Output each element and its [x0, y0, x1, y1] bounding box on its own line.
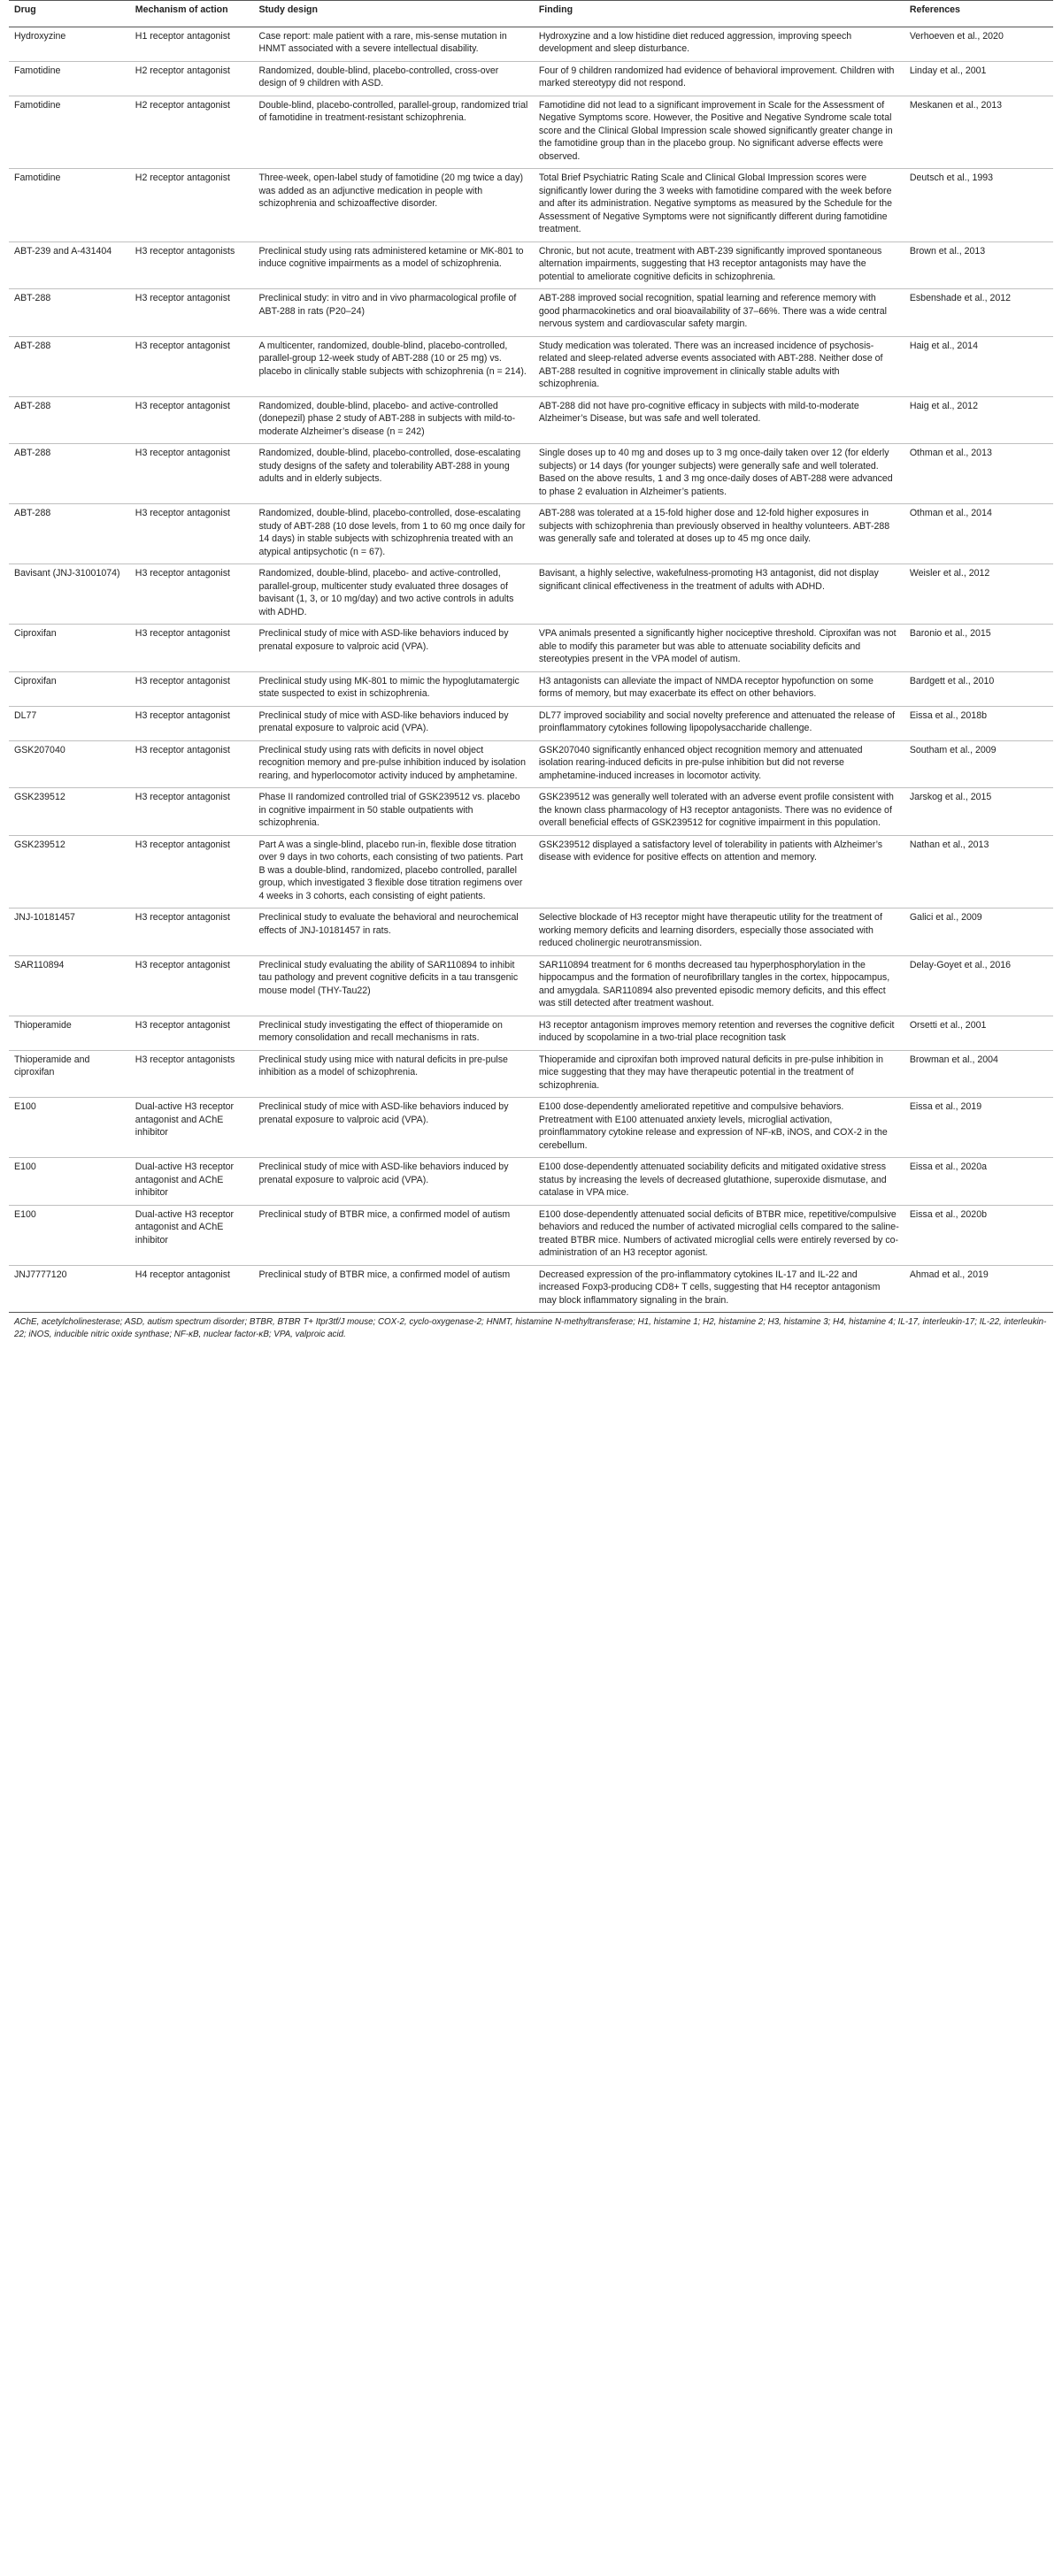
table-row — [9, 835, 1053, 908]
table-row — [9, 564, 1053, 625]
cell-drug: JNJ7777120 — [9, 1265, 130, 1313]
cell-finding: Selective blockade of H3 receptor might have therapeutic utility for the treatment of working memory deficits and learning disorders, especially those associated with reduced cholinergic neurotransmission. — [534, 908, 904, 956]
cell-reference: Verhoeven et al., 2020 — [909, 30, 1004, 42]
table-row — [9, 444, 1053, 504]
cell-mechanism: H4 receptor antagonist — [130, 1265, 254, 1313]
cell-mechanism: H3 receptor antagonist — [130, 336, 254, 396]
cell-finding: H3 receptor antagonism improves memory retention and reverses the cognitive deficit induced by scopolamine in a two-trial place recognition task — [534, 1016, 904, 1050]
cell-reference: Orsetti et al., 2001 — [904, 1016, 1053, 1050]
cell-drug: DL77 — [9, 706, 130, 740]
cell-finding: DL77 improved sociability and social novelty preference and attenuated the release of proinflammatory cytokines following lipopolysaccharide challenge. — [534, 706, 904, 740]
header-design: Study design — [253, 1, 533, 27]
cell-mechanism: H2 receptor antagonist — [130, 169, 254, 242]
cell-drug: GSK239512 — [9, 835, 130, 908]
cell-reference: Linday et al., 2001 — [904, 61, 1053, 96]
cell-study-design: Randomized, double-blind, placebo-controlled, dose-escalating study of ABT-288 (10 dose levels, from 1 to 60 mg once daily for 14 days) in stable subjects with schizophrenia treated with an atypical antipsychotic (n = 67). — [253, 504, 533, 564]
cell-drug: SAR110894 — [9, 955, 130, 1016]
table-footnote: AChE, acetylcholinesterase; ASD, autism spectrum disorder; BTBR, BTBR T+ Itpr3tf/J mouse; COX-2, cyclo-oxygenase-2; HNMT, histamine N-methyltransferase; H1, histamine 1; H2, histamine 2; H3, histamine 3; H4, histamine 4; IL-17, interleukin-17; IL-22, interleukin-22; iNOS, inducible nitric oxide synthase; NF-κB, nuclear factor-κB; VPA, valproic acid. — [14, 1317, 1047, 1339]
table-row — [9, 625, 1053, 672]
cell-finding: Total Brief Psychiatric Rating Scale and Clinical Global Impression scores were significantly lower during the 3 weeks with famotidine compared with the week before and after its administration. Negative symptoms as measured by the Schedule for the Assessment of Negative Symptoms were not significantly different during famotidine treatment. — [534, 169, 904, 242]
cell-finding: Four of 9 children randomized had evidence of behavioral improvement. Children with marked stereotypy did not respond. — [534, 61, 904, 96]
cell-mechanism: H3 receptor antagonist — [130, 706, 254, 740]
cell-study-design: Randomized, double-blind, placebo-controlled, dose-escalating study designs of the safety and tolerability ABT-288 in young adults and in elderly subjects. — [253, 444, 533, 504]
cell-mechanism: H3 receptor antagonist — [130, 740, 254, 788]
table-row — [9, 1265, 1053, 1313]
cell-drug: Thioperamide — [9, 1016, 130, 1050]
cell-drug: ABT-288 — [9, 396, 130, 444]
header-finding: Finding — [534, 1, 904, 27]
cell-finding: Decreased expression of the pro-inflammatory cytokines IL-17 and IL-22 and increased Foxp3-producing CD8+ T cells, suggesting that H4 receptor antagonism may block inflammatory signaling in the brain. — [534, 1265, 904, 1313]
cell-drug: Bavisant (JNJ-31001074) — [9, 564, 130, 625]
cell-mechanism: H3 receptor antagonist — [130, 671, 254, 706]
cell-reference: Baronio et al., 2015 — [904, 625, 1053, 672]
cell-mechanism: H3 receptor antagonist — [130, 788, 254, 836]
cell-finding: Famotidine did not lead to a significant improvement in Scale for the Assessment of Negative Symptoms score. However, the Positive and Negative Syndrome scale total score and the Clinical Global Impression scale showed significantly greater change in the famotidine group than in the placebo group. No significant adverse effects were observed. — [534, 96, 904, 169]
table-row — [9, 1050, 1053, 1098]
cell-finding: Thioperamide and ciproxifan both improved natural deficits in pre-pulse inhibition in mice suggesting that they may have therapeutic potential in the treatment of schizophrenia. — [534, 1050, 904, 1098]
cell-drug: Famotidine — [9, 169, 130, 242]
cell-study-design: Part A was a single-blind, placebo run-in, flexible dose titration over 9 days in two cohorts, each consisting of two patients. Part B was a double-blind, randomized, placebo controlled, parallel group, which investigated 3 flexible dose titration regimens over 4 weeks in 3 cohorts, each consisting of eight patients. — [253, 835, 533, 908]
table-row — [9, 955, 1053, 1016]
cell-study-design: Preclinical study using rats with deficits in novel object recognition memory and pre-pulse inhibition induced by isolation rearing, and hyperlocomotor activity induced by amphetamine. — [253, 740, 533, 788]
header-drug: Drug — [9, 1, 130, 27]
cell-study-design: Preclinical study investigating the effect of thioperamide on memory consolidation and recall mechanisms in rats. — [253, 1016, 533, 1050]
cell-reference: Bardgett et al., 2010 — [904, 671, 1053, 706]
cell-study-design: Preclinical study to evaluate the behavioral and neurochemical effects of JNJ-10181457 in rats. — [253, 908, 533, 956]
table-row — [9, 27, 1053, 61]
cell-drug: ABT-288 — [9, 289, 130, 337]
cell-finding: E100 dose-dependently attenuated sociability deficits and mitigated oxidative stress status by increasing the levels of decreased glutathione, superoxide dismutase, and catalase in VPA mice. — [534, 1158, 904, 1206]
cell-drug: GSK239512 — [9, 788, 130, 836]
cell-reference: Haig et al., 2012 — [904, 396, 1053, 444]
table-row — [9, 706, 1053, 740]
cell-finding: GSK239512 was generally well tolerated with an adverse event profile consistent with the known class pharmacology of H3 receptor antagonists. There was no evidence of overall beneficial effects of GSK239512 for cognitive impairment in this population. — [534, 788, 904, 836]
cell-reference: Eissa et al., 2019 — [904, 1098, 1053, 1158]
cell-drug: ABT-239 and A-431404 — [9, 242, 130, 289]
cell-study-design: A multicenter, randomized, double-blind, placebo-controlled, parallel-group 12-week study of ABT-288 (10 or 25 mg) vs. placebo in clinically stable subjects with schizophrenia (n = 214). — [253, 336, 533, 396]
cell-mechanism: H3 receptor antagonist — [130, 289, 254, 337]
table-row — [9, 289, 1053, 337]
cell-drug: ABT-288 — [9, 336, 130, 396]
cell-study-design: Case report: male patient with a rare, mis-sense mutation in HNMT associated with a severe intellectual disability. — [258, 30, 507, 54]
cell-reference: Othman et al., 2014 — [904, 504, 1053, 564]
header-row — [9, 1, 1053, 27]
cell-reference: Eissa et al., 2020a — [904, 1158, 1053, 1206]
cell-study-design: Preclinical study evaluating the ability of SAR110894 to inhibit tau pathology and prevent cognitive deficits in a tau transgenic mouse model (THY-Tau22) — [253, 955, 533, 1016]
table-row — [9, 1016, 1053, 1050]
cell-reference: Brown et al., 2013 — [904, 242, 1053, 289]
table-row — [9, 1098, 1053, 1158]
cell-mechanism: H3 receptor antagonist — [130, 444, 254, 504]
table-row — [9, 671, 1053, 706]
cell-study-design: Preclinical study: in vitro and in vivo pharmacological profile of ABT-288 in rats (P20–24) — [253, 289, 533, 337]
cell-finding: Single doses up to 40 mg and doses up to 3 mg once-daily taken over 12 (for elderly subjects) or 14 days (for younger subjects) were generally safe and well tolerated. Based on the above results, 1 and 3 mg once-daily doses of ABT-288 were advanced to phase 2 evaluation in Alzheimer’s patients. — [534, 444, 904, 504]
cell-reference: Southam et al., 2009 — [904, 740, 1053, 788]
table-row — [9, 96, 1053, 169]
cell-drug: JNJ-10181457 — [9, 908, 130, 956]
cell-study-design: Randomized, double-blind, placebo- and active-controlled (donepezil) phase 2 study of ABT-288 in subjects with mild-to-moderate Alzheimer’s disease (n = 242) — [253, 396, 533, 444]
cell-finding: E100 dose-dependently attenuated social deficits of BTBR mice, repetitive/compulsive behaviors and reduced the number of activated microglial cells compared to the saline-treated BTBR mice. Numbers of activated microglial cells were entirely reversed by co-administration of an H3 receptor agonist. — [534, 1205, 904, 1265]
cell-drug: E100 — [9, 1098, 130, 1158]
cell-drug: Famotidine — [9, 61, 130, 96]
cell-reference: Haig et al., 2014 — [904, 336, 1053, 396]
cell-study-design: Preclinical study using MK-801 to mimic the hypoglutamatergic state suspected to exist in schizophrenia. — [253, 671, 533, 706]
cell-reference: Eissa et al., 2018b — [904, 706, 1053, 740]
cell-drug: Ciproxifan — [9, 671, 130, 706]
cell-study-design: Preclinical study of BTBR mice, a confirmed model of autism — [253, 1265, 533, 1313]
cell-mechanism: H3 receptor antagonist — [130, 625, 254, 672]
cell-study-design: Phase II randomized controlled trial of GSK239512 vs. placebo in cognitive impairment in 50 stable outpatients with schizophrenia. — [253, 788, 533, 836]
document — [9, 0, 1053, 1345]
cell-drug: E100 — [9, 1158, 130, 1206]
table-row — [9, 396, 1053, 444]
table-row — [9, 61, 1053, 96]
cell-reference: Esbenshade et al., 2012 — [904, 289, 1053, 337]
cell-reference: Deutsch et al., 1993 — [904, 169, 1053, 242]
cell-drug: Ciproxifan — [9, 625, 130, 672]
cell-drug: Hydroxyzine — [14, 30, 66, 42]
cell-drug: ABT-288 — [9, 504, 130, 564]
cell-finding: H3 antagonists can alleviate the impact of NMDA receptor hypofunction on some forms of memory, but may exacerbate its effect on other behaviors. — [534, 671, 904, 706]
cell-reference: Delay-Goyet et al., 2016 — [904, 955, 1053, 1016]
cell-mechanism: H1 receptor antagonist — [135, 30, 230, 42]
table-row — [9, 788, 1053, 836]
cell-finding: Bavisant, a highly selective, wakefulness-promoting H3 antagonist, did not display significant clinical effectiveness in the treatment of adults with ADHD. — [534, 564, 904, 625]
cell-reference: Eissa et al., 2020b — [904, 1205, 1053, 1265]
cell-reference: Jarskog et al., 2015 — [904, 788, 1053, 836]
cell-study-design: Preclinical study using mice with natural deficits in pre-pulse inhibition as a model of schizophrenia. — [253, 1050, 533, 1098]
cell-study-design: Double-blind, placebo-controlled, parallel-group, randomized trial of famotidine in treatment-resistant schizophrenia. — [253, 96, 533, 169]
cell-drug: GSK207040 — [9, 740, 130, 788]
cell-finding: Hydroxyzine and a low histidine diet reduced aggression, improving speech development and sleep disturbance. — [538, 30, 852, 54]
cell-study-design: Preclinical study of BTBR mice, a confirmed model of autism — [253, 1205, 533, 1265]
cell-mechanism: H3 receptor antagonists — [130, 242, 254, 289]
cell-study-design: Preclinical study of mice with ASD-like behaviors induced by prenatal exposure to valproic acid (VPA). — [253, 1098, 533, 1158]
cell-mechanism: H2 receptor antagonist — [130, 61, 254, 96]
header-mechanism: Mechanism of action — [130, 1, 254, 27]
table-row — [9, 169, 1053, 242]
cell-mechanism: H3 receptor antagonists — [130, 1050, 254, 1098]
cell-study-design: Randomized, double-blind, placebo-controlled, cross-over design of 9 children with ASD. — [253, 61, 533, 96]
cell-reference: Galici et al., 2009 — [904, 908, 1053, 956]
drug-study-table — [9, 0, 1053, 1313]
cell-finding: ABT-288 was tolerated at a 15-fold higher dose and 12-fold higher exposures in subjects with schizophrenia than previously observed in healthy volunteers. ABT-288 was generally safe and tolerated at doses up to 45 mg once daily. — [534, 504, 904, 564]
cell-finding: ABT-288 did not have pro-cognitive efficacy in subjects with mild-to-moderate Alzheimer’s Disease, but was safe and well tolerated. — [534, 396, 904, 444]
cell-finding: Chronic, but not acute, treatment with ABT-239 significantly improved spontaneous alternation impairments, suggesting that H3 receptor antagonists may have the potential to ameliorate cognitive deficits in schizophrenia. — [534, 242, 904, 289]
cell-mechanism: H3 receptor antagonist — [130, 835, 254, 908]
cell-study-design: Preclinical study of mice with ASD-like behaviors induced by prenatal exposure to valproic acid (VPA). — [253, 625, 533, 672]
table-body — [9, 27, 1053, 1313]
cell-study-design: Preclinical study of mice with ASD-like behaviors induced by prenatal exposure to valproic acid (VPA). — [253, 1158, 533, 1206]
cell-mechanism: H3 receptor antagonist — [130, 504, 254, 564]
cell-reference: Nathan et al., 2013 — [904, 835, 1053, 908]
cell-finding: SAR110894 treatment for 6 months decreased tau hyperphosphorylation in the hippocampus and the formation of neurofibrillary tangles in the cortex, hippocampus, and amygdala. SAR110894 also prevented episodic memory deficits, and this effect was still detected after treatment washout. — [534, 955, 904, 1016]
table-row — [9, 336, 1053, 396]
cell-mechanism: H3 receptor antagonist — [130, 955, 254, 1016]
cell-reference: Meskanen et al., 2013 — [904, 96, 1053, 169]
cell-reference: Weisler et al., 2012 — [904, 564, 1053, 625]
cell-finding: GSK207040 significantly enhanced object recognition memory and attenuated isolation rearing-induced deficits in pre-pulse inhibition but did not reverse amphetamine-induced increases in locomotor activity. — [534, 740, 904, 788]
cell-reference: Browman et al., 2004 — [904, 1050, 1053, 1098]
cell-finding: Study medication was tolerated. There was an increased incidence of psychosis-related and sleep-related adverse events associated with ABT-288. Neither dose of ABT-288 resulted in cognitive improvement in clinically stable adults with schizophrenia. — [534, 336, 904, 396]
cell-study-design: Randomized, double-blind, placebo- and active-controlled, parallel-group, multicenter study evaluated three dosages of bavisant (1, 3, or 10 mg/day) and two active controls in adults with ADHD. — [253, 564, 533, 625]
cell-reference: Ahmad et al., 2019 — [904, 1265, 1053, 1313]
cell-finding: E100 dose-dependently ameliorated repetitive and compulsive behaviors. Pretreatment with E100 attenuated anxiety levels, microglial activation, proinflammatory cytokine release and expression of NF-κB, iNOS, and COX-2 in the cerebellum. — [534, 1098, 904, 1158]
cell-drug: Famotidine — [9, 96, 130, 169]
table-row — [9, 504, 1053, 564]
table-row — [9, 908, 1053, 956]
cell-finding: VPA animals presented a significantly higher nociceptive threshold. Ciproxifan was not able to modify this parameter but was able to attenuate sociability deficits and stereotypies present in the VPA model of autism. — [534, 625, 904, 672]
cell-study-design: Three-week, open-label study of famotidine (20 mg twice a day) was added as an adjunctive medication in people with schizophrenia and schizoaffective disorder. — [253, 169, 533, 242]
cell-drug: E100 — [9, 1205, 130, 1265]
table-row — [9, 242, 1053, 289]
cell-drug: Thioperamide and ciproxifan — [9, 1050, 130, 1098]
cell-mechanism: H3 receptor antagonist — [130, 564, 254, 625]
table-header — [9, 1, 1053, 27]
cell-finding: GSK239512 displayed a satisfactory level of tolerability in patients with Alzheimer’s disease with evidence for positive effects on attention and memory. — [534, 835, 904, 908]
cell-mechanism: Dual-active H3 receptor antagonist and AChE inhibitor — [130, 1158, 254, 1206]
cell-mechanism: H2 receptor antagonist — [130, 96, 254, 169]
cell-mechanism: Dual-active H3 receptor antagonist and AChE inhibitor — [130, 1098, 254, 1158]
table-row — [9, 1158, 1053, 1206]
cell-mechanism: H3 receptor antagonist — [130, 396, 254, 444]
cell-mechanism: H3 receptor antagonist — [130, 1016, 254, 1050]
cell-reference: Othman et al., 2013 — [904, 444, 1053, 504]
cell-mechanism: H3 receptor antagonist — [130, 908, 254, 956]
cell-study-design: Preclinical study using rats administered ketamine or MK-801 to induce cognitive impairments as a model of schizophrenia. — [253, 242, 533, 289]
table-row — [9, 740, 1053, 788]
cell-drug: ABT-288 — [9, 444, 130, 504]
cell-finding: ABT-288 improved social recognition, spatial learning and reference memory with good pharmacokinetics and oral bioavailability of 37–66%. There was a wide central nervous system and cardiovascular safety margin. — [534, 289, 904, 337]
cell-study-design: Preclinical study of mice with ASD-like behaviors induced by prenatal exposure to valproic acid (VPA). — [253, 706, 533, 740]
header-references: References — [904, 1, 1053, 27]
table-row — [9, 1205, 1053, 1265]
cell-mechanism: Dual-active H3 receptor antagonist and AChE inhibitor — [130, 1205, 254, 1265]
